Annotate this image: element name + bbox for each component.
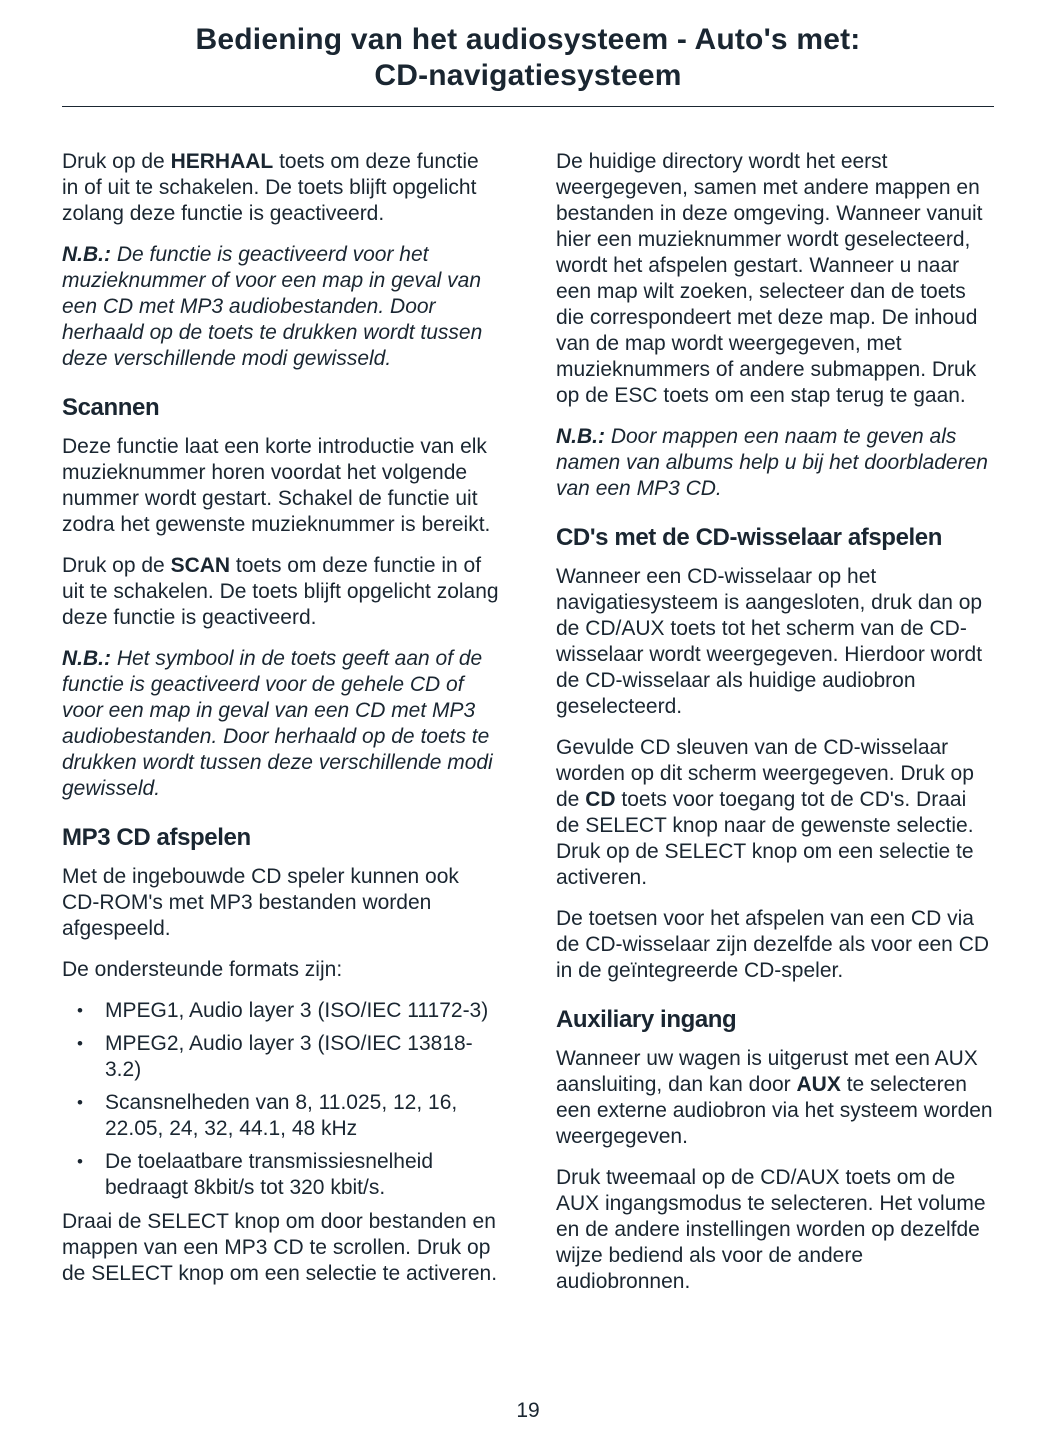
page-number: 19	[516, 1399, 540, 1422]
section-heading: Scannen	[62, 394, 160, 421]
page-title-line1: Bediening van het audiosysteem - Auto's met:	[195, 23, 861, 56]
body-paragraph	[556, 1165, 994, 1295]
text-segment: De toetsen voor het afspelen van een CD via de CD-wisselaar zijn dezelfde als voor een CD in de geïntegreerde CD-speler.	[556, 907, 990, 982]
note-paragraph	[62, 242, 500, 372]
note-paragraph	[556, 424, 994, 502]
text-segment: Draai de SELECT knop om door bestanden en mappen van een MP3 CD te scrollen. Druk op de SELECT knop om een selectie te activeren.	[62, 1210, 498, 1285]
text-segment: Gevulde CD sleuven van de CD-wisselaar worden op dit scherm weergegeven. Druk op de	[556, 736, 974, 811]
body-paragraph	[62, 149, 500, 227]
text-segment: MPEG1, Audio layer 3 (ISO/IEC 11172-3)	[105, 999, 489, 1022]
emphasis-text: HERHAAL	[170, 150, 274, 173]
emphasis-text: N.B.:	[62, 243, 111, 266]
page-title	[62, 22, 994, 94]
bullet-item	[62, 1149, 500, 1201]
page-title-line2: CD-navigatiesysteem	[374, 59, 682, 92]
text-segment: te selecteren een externe audiobron via het systeem worden weergegeven.	[556, 1073, 993, 1148]
text-segment: Druk op de	[62, 554, 171, 577]
text-segment: MPEG2, Audio layer 3 (ISO/IEC 13818-3.2)	[105, 1032, 473, 1081]
section-heading: MP3 CD afspelen	[62, 824, 251, 851]
body-paragraph	[62, 553, 500, 631]
body-paragraph	[556, 1046, 994, 1150]
text-segment: Met de ingebouwde CD speler kunnen ook CD-ROM's met MP3 bestanden worden afgespeeld.	[62, 865, 459, 940]
bullet-item	[62, 998, 500, 1024]
bullet-item	[62, 1090, 500, 1142]
body-paragraph	[556, 906, 994, 984]
text-segment: Het symbool in de toets geeft aan of de functie is geactiveerd voor de gehele CD of voor een map in geval van een CD met MP3 audiobestanden. Door herhaald op de toets te drukken wordt tussen deze verschillende modi gewisseld.	[62, 647, 493, 800]
text-segment: Druk tweemaal op de CD/AUX toets om de AUX ingangsmodus te selecteren. Het volume en de andere instellingen worden op dezelfde wijze bediend als voor de andere audiobronnen.	[556, 1166, 986, 1293]
body-paragraph	[556, 149, 994, 409]
text-segment: Druk op de	[62, 150, 171, 173]
emphasis-text: N.B.:	[556, 425, 605, 448]
text-segment: Deze functie laat een korte introductie van elk muzieknummer horen voordat het volgende nummer wordt gestart. Schakel de functie uit zodra het gewenste muzieknummer is bereikt.	[62, 435, 491, 536]
text-segment: De ondersteunde formats zijn:	[62, 958, 343, 981]
text-segment: Wanneer een CD-wisselaar op het navigatiesysteem is aangesloten, druk dan op de CD/AUX toets tot het scherm van de CD-wisselaar wordt weergegeven. Hierdoor wordt de CD-wisselaar als huidige audiobron geselecteerd.	[556, 565, 983, 718]
emphasis-text: AUX	[796, 1073, 841, 1096]
body-paragraph	[556, 564, 994, 720]
text-segment: De huidige directory wordt het eerst weergegeven, samen met andere mappen en bestanden in deze omgeving. Wanneer vanuit hier een muzieknummer wordt geselecteerd, wordt het afspelen gestart. Wanneer u naar een map wilt zoeken, selecteer dan de toets die correspondeert met deze map. De inhoud van de map wordt weergegeven, met muzieknummers of andere submappen. Druk op de ESC toets om een stap terug te gaan.	[556, 150, 983, 407]
emphasis-text: SCAN	[170, 554, 231, 577]
section-heading: CD's met de CD-wisselaar afspelen	[556, 524, 942, 551]
right-column	[556, 149, 994, 1310]
bullet-item	[62, 1031, 500, 1083]
text-segment: De toelaatbare transmissiesnelheid bedraagt 8kbit/s tot 320 kbit/s.	[105, 1150, 434, 1199]
text-segment: Wanneer uw wagen is uitgerust met een AUX aansluiting, dan kan door	[556, 1047, 978, 1096]
content-columns	[62, 107, 994, 1310]
body-paragraph	[556, 735, 994, 891]
emphasis-text: CD	[585, 788, 616, 811]
text-segment: toets voor toegang tot de CD's. Draai de SELECT knop naar de gewenste selectie. Druk op de SELECT knop om een selectie te activeren.	[556, 788, 974, 889]
body-paragraph	[62, 864, 500, 942]
section-heading: Auxiliary ingang	[556, 1006, 737, 1033]
emphasis-text: N.B.:	[62, 647, 111, 670]
body-paragraph	[62, 957, 500, 983]
left-column	[62, 149, 500, 1310]
text-segment: toets om deze functie in of uit te schakelen. De toets blijft opgelicht zolang deze functie is geactiveerd.	[62, 150, 479, 225]
page-header	[62, 22, 994, 107]
body-paragraph	[62, 434, 500, 538]
note-paragraph	[62, 646, 500, 802]
text-segment: Door mappen een naam te geven als namen van albums help u bij het doorbladeren van een MP3 CD.	[556, 425, 988, 500]
text-segment: De functie is geactiveerd voor het muzieknummer of voor een map in geval van een CD met MP3 audiobestanden. Door herhaald op de toets te drukken wordt tussen deze verschillende modi gewisseld.	[62, 243, 483, 370]
bullet-list	[62, 998, 500, 1201]
text-segment: toets om deze functie in of uit te schakelen. De toets blijft opgelicht zolang deze functie is geactiveerd.	[62, 554, 499, 629]
text-segment: Scansnelheden van 8, 11.025, 12, 16, 22.05, 24, 32, 44.1, 48 kHz	[105, 1091, 458, 1140]
page-footer	[0, 1399, 1056, 1423]
body-paragraph	[62, 1209, 500, 1287]
